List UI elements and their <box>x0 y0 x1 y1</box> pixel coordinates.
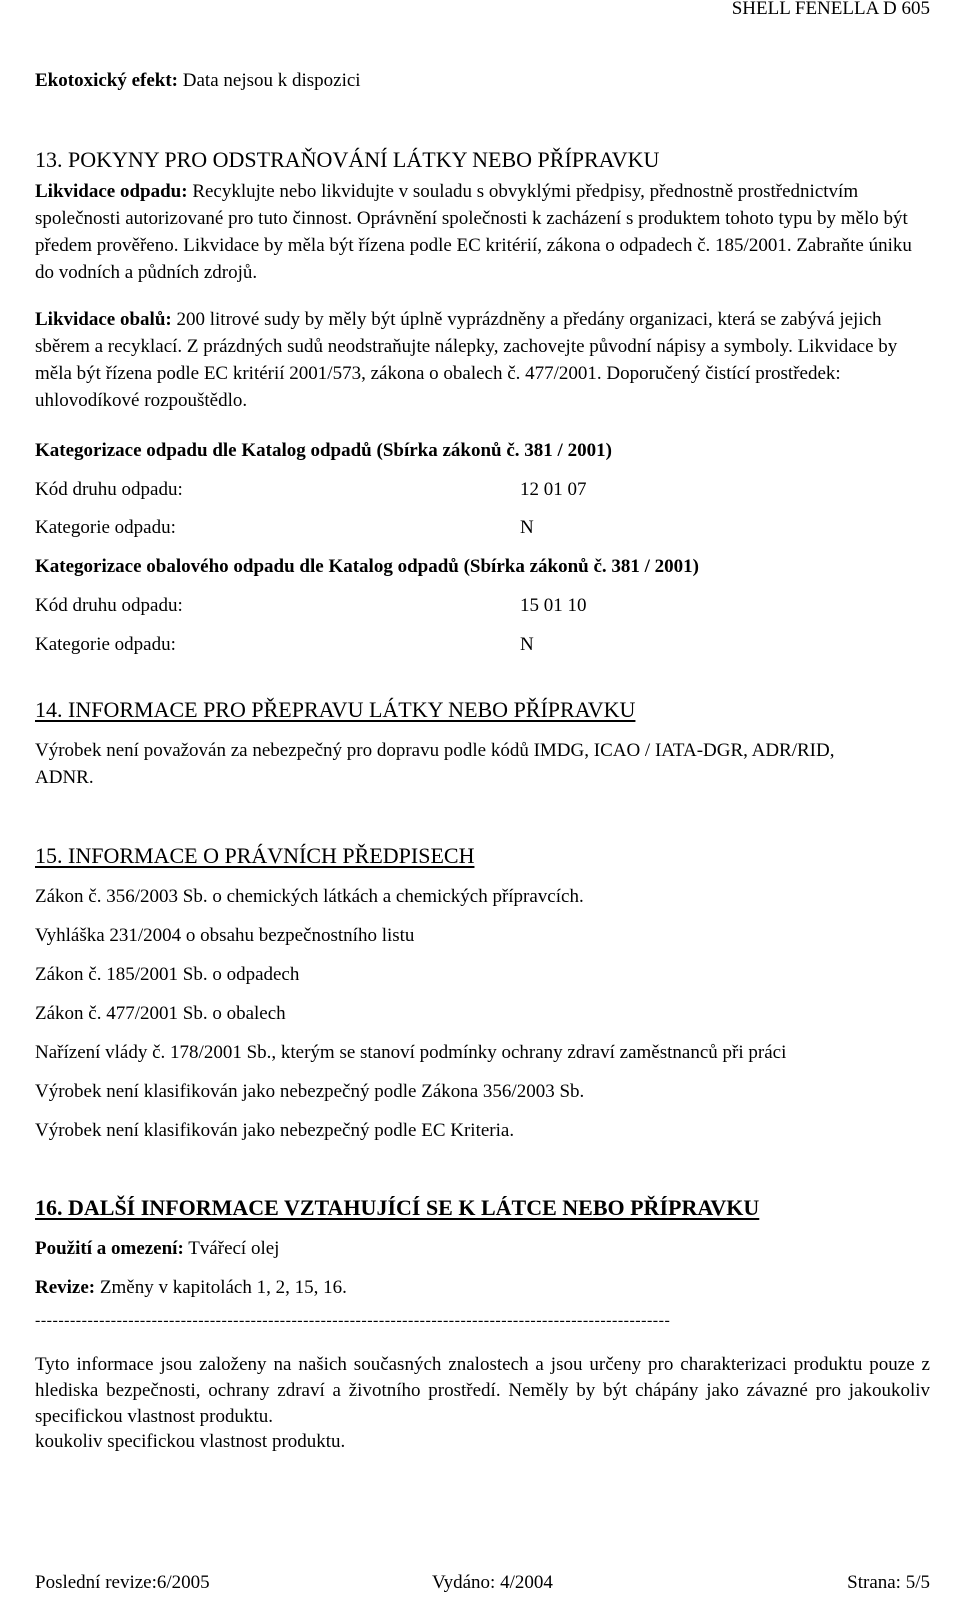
section-15-title: 15. INFORMACE O PRÁVNÍCH PŘEDPISECH <box>35 843 475 868</box>
revision-value: Změny v kapitolách 1, 2, 15, 16. <box>95 1277 347 1298</box>
packaging-cat-label: Kategorie odpadu: <box>35 634 176 655</box>
section-16-title: 16. DALŠÍ INFORMACE VZTAHUJÍCÍ SE K LÁTCE NEBO PŘÍPRAVKU <box>35 1195 760 1220</box>
regulation-item: Vyhláška 231/2004 o obsahu bezpečnostního listu <box>35 925 415 946</box>
regulation-item: Výrobek není klasifikován jako nebezpečný podle EC Kriteria. <box>35 1120 515 1141</box>
use-line <box>35 1238 279 1260</box>
ecotox-line <box>35 70 361 92</box>
ecotox-label: Ekotoxický efekt: <box>35 70 179 91</box>
waste-disposal <box>35 178 930 286</box>
separator-line: ------------------------------------------------------------------------------------------------------------- <box>35 1312 671 1329</box>
packaging-code-value: 15 01 10 <box>520 595 587 616</box>
regulation-item: Zákon č. 185/2001 Sb. o odpadech <box>35 964 300 985</box>
packaging-disposal <box>35 306 930 414</box>
revision-line <box>35 1277 347 1299</box>
disclaimer: Tyto informace jsou založeny na našich současných znalostech a jsou určeny pro charakterizaci produktu pouze z hlediska bezpečnosti, ochrany zdraví a životního prostředí. Neměly by být chápány jako závazné pro jakoukoliv specifickou vlastnost produktu. <box>35 1354 930 1427</box>
regulation-item: Nařízení vlády č. 178/2001 Sb., kterým se stanoví podmínky ochrany zdraví zaměstnanců při práci <box>35 1042 787 1063</box>
transport-text: Výrobek není považován za nebezpečný pro dopravu podle kódů IMDG, ICAO / IATA-DGR, ADR/RID, ADNR. <box>35 740 835 788</box>
revision-label: Revize: <box>35 1277 96 1298</box>
packaging-disposal-label: Likvidace obalů: <box>35 309 172 330</box>
packaging-code-label: Kód druhu odpadu: <box>35 595 183 616</box>
regulation-item: Zákon č. 356/2003 Sb. o chemických látkách a chemických přípravcích. <box>35 886 584 907</box>
footer-page: Strana: 5/5 <box>847 1572 930 1593</box>
page-header: SHELL FENELLA D 605 <box>731 0 930 19</box>
regulation-item: Výrobek není klasifikován jako nebezpečný podle Zákona 356/2003 Sb. <box>35 1081 585 1102</box>
section-13-title: 13. POKYNY PRO ODSTRAŇOVÁNÍ LÁTKY NEBO PŘÍPRAVKU <box>35 147 660 172</box>
waste-cat-value: N <box>520 517 534 538</box>
waste-code-value: 12 01 07 <box>520 479 587 500</box>
section-14-title: 14. INFORMACE PRO PŘEPRAVU LÁTKY NEBO PŘÍPRAVKU <box>35 697 636 722</box>
regulation-item: Zákon č. 477/2001 Sb. o obalech <box>35 1003 286 1024</box>
waste-category-title: Kategorizace odpadu dle Katalog odpadů (Sbírka zákonů č. 381 / 2001) <box>35 440 612 461</box>
packaging-cat-value: N <box>520 634 534 655</box>
waste-cat-label: Kategorie odpadu: <box>35 517 176 538</box>
use-label: Použití a omezení: <box>35 1238 184 1259</box>
footer-issued: Vydáno: 4/2004 <box>432 1572 553 1593</box>
waste-disposal-text: Recyklujte nebo likvidujte v souladu s obvyklými předpisy, přednostně prostřednictvím společnosti autorizované pro tuto činnost. Oprávnění společnosti k zacházení s produktem tohoto typu by mělo být předem prověřeno. Likvidace by měla být řízena podle EC kritérií, zákona o odpadech č. 185/2001. Zabraňte úniku do vodních a půdních zdrojů. <box>35 181 912 283</box>
waste-disposal-label: Likvidace odpadu: <box>35 181 188 202</box>
ecotox-value: Data nejsou k dispozici <box>178 70 361 91</box>
disclaimer-fragment: koukoliv specifickou vlastnost produktu. <box>35 1431 346 1452</box>
packaging-disposal-text: 200 litrové sudy by měly být úplně vyprázdněny a předány organizaci, která se zabývá jejich sběrem a recyklací. Z prázdných sudů neodstraňujte nálepky, zachovejte původní nápisy a symboly. Likvidace by měla být řízena podle EC kritérií 2001/573, zákona o obalech č. 477/2001. Doporučený čistící prostředek: uhlovodíkové rozpouštědlo. <box>35 309 898 411</box>
footer-last-revision: Poslední revize:6/2005 <box>35 1572 210 1593</box>
packaging-category-title: Kategorizace obalového odpadu dle Katalog odpadů (Sbírka zákonů č. 381 / 2001) <box>35 556 700 577</box>
use-value: Tvářecí olej <box>183 1238 280 1259</box>
waste-code-label: Kód druhu odpadu: <box>35 479 183 500</box>
